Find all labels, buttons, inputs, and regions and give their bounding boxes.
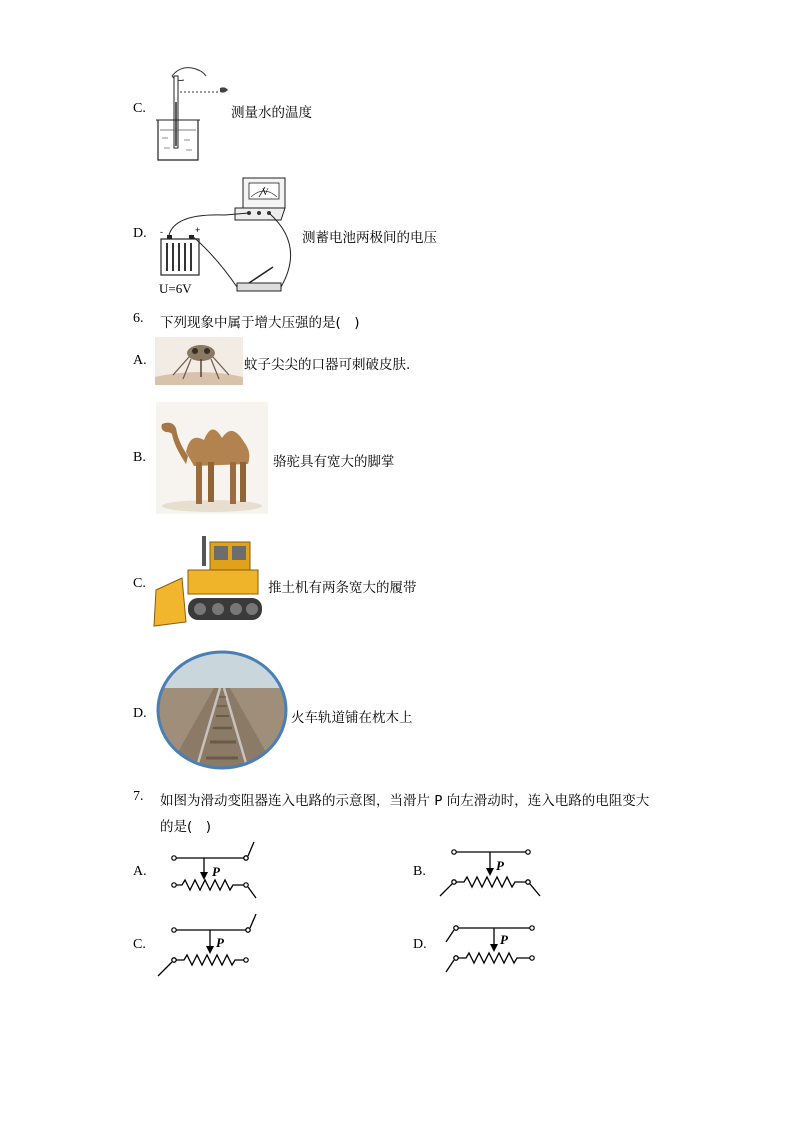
slider-p-label: P	[500, 932, 508, 947]
rheostat-circuit-c	[152, 912, 262, 980]
q7-option-a-label: A.	[133, 864, 147, 879]
rheostat-circuit-a	[160, 840, 260, 902]
q6-option-b-text: 骆驼具有宽大的脚掌	[273, 454, 395, 470]
bulldozer-image	[152, 530, 264, 630]
q7-option-c-label: C.	[133, 937, 146, 952]
q6-option-d-text: 火车轨道铺在枕木上	[291, 710, 413, 726]
rheostat-circuit-d	[438, 912, 542, 976]
q7-stem-line2: 的是( )	[160, 819, 212, 835]
q6-stem: 下列现象中属于增大压强的是( )	[160, 315, 360, 331]
q6-option-b-label: B.	[133, 450, 146, 465]
thermometer-beaker-figure	[150, 62, 230, 164]
q6-option-a-text: 蚊子尖尖的口器可刺破皮肤.	[244, 357, 411, 373]
q6-option-c-text: 推土机有两条宽大的履带	[268, 580, 417, 596]
rheostat-circuit-b	[436, 840, 544, 902]
q7-number: 7.	[133, 789, 144, 804]
q5-option-c-label: C.	[133, 101, 146, 116]
q6-number: 6.	[133, 311, 144, 326]
q6-option-a-label: A.	[133, 353, 147, 368]
q6-option-c-label: C.	[133, 576, 146, 591]
q5-option-d-text: 测蓄电池两极间的电压	[302, 230, 437, 246]
svg-text:-: -	[160, 227, 163, 237]
q5-option-c-text: 测量水的温度	[231, 105, 312, 121]
q7-stem-line1: 如图为滑动变阻器连入电路的示意图，当滑片 P 向左滑动时，连入电路的电阻变大	[160, 793, 650, 809]
railway-track-image	[156, 650, 288, 770]
slider-p-label: P	[216, 935, 224, 950]
q7-option-b-label: B.	[413, 864, 426, 879]
q5-option-d-label: D.	[133, 226, 147, 241]
voltmeter-symbol: V	[262, 187, 269, 197]
battery-voltmeter-figure	[155, 175, 295, 300]
slider-p-label: P	[212, 864, 220, 879]
slider-p-label: P	[496, 858, 504, 873]
battery-voltage-label: U=6V	[159, 281, 192, 296]
q6-option-d-label: D.	[133, 706, 147, 721]
camel-image	[156, 402, 268, 514]
svg-text:+: +	[195, 225, 201, 235]
mosquito-image	[155, 337, 243, 385]
q7-option-d-label: D.	[413, 937, 427, 952]
